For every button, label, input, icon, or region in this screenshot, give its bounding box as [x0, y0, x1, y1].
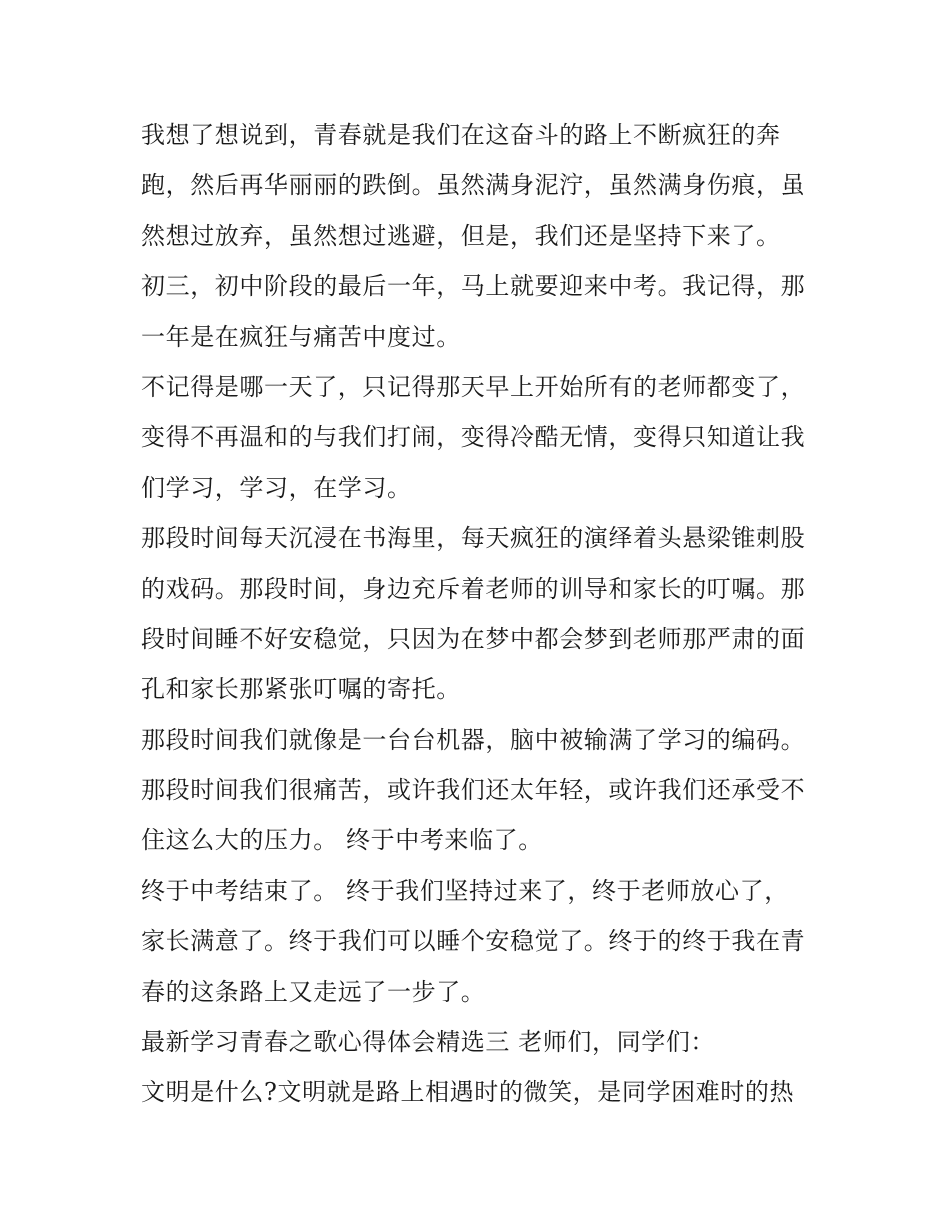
text-line: 那段时间我们很痛苦，或许我们还太年轻，或许我们还承受不	[141, 776, 806, 805]
body-text	[141, 110, 821, 1118]
text-line: 春的这条路上又走远了一步了。	[141, 977, 486, 1006]
text-line: 家长满意了。终于我们可以睡个安稳觉了。终于的终于我在青	[141, 927, 806, 956]
text-line: 初三，初中阶段的最后一年，马上就要迎来中考。我记得，那	[141, 272, 806, 301]
text-line: 文明是什么?文明就是路上相遇时的微笑，是同学困难时的热	[141, 1078, 795, 1107]
text-line: 跑，然后再华丽丽的跌倒。虽然满身泥泞，虽然满身伤痕，虽	[141, 171, 806, 200]
text-line: 们学习，学习，在学习。	[141, 473, 412, 502]
text-line: 最新学习青春之歌心得体会精选三 老师们，同学们：	[141, 1028, 716, 1057]
text-line: 变得不再温和的与我们打闹，变得冷酷无情，变得只知道让我	[141, 423, 806, 452]
text-line: 那段时间我们就像是一台台机器，脑中被输满了学习的编码。	[141, 725, 806, 754]
text-line: 那段时间每天沉浸在书海里，每天疯狂的演绎着头悬梁锥刺股	[141, 524, 806, 553]
text-line: 然想过放弃，虽然想过逃避，但是，我们还是坚持下来了。	[141, 221, 781, 250]
text-line: 的戏码。那段时间，身边充斥着老师的训导和家长的叮嘱。那	[141, 574, 806, 603]
text-line: 我想了想说到，青春就是我们在这奋斗的路上不断疯狂的奔	[141, 121, 781, 149]
text-line: 孔和家长那紧张叮嘱的寄托。	[141, 675, 461, 704]
text-line: 住这么大的压力。 终于中考来临了。	[141, 826, 543, 855]
text-line: 段时间睡不好安稳觉，只因为在梦中都会梦到老师那严肃的面	[141, 624, 806, 653]
text-line: 终于中考结束了。 终于我们坚持过来了，终于老师放心了，	[141, 876, 789, 905]
text-line: 一年是在疯狂与痛苦中度过。	[141, 322, 461, 351]
text-line: 不记得是哪一天了，只记得那天早上开始所有的老师都变了，	[141, 372, 806, 401]
